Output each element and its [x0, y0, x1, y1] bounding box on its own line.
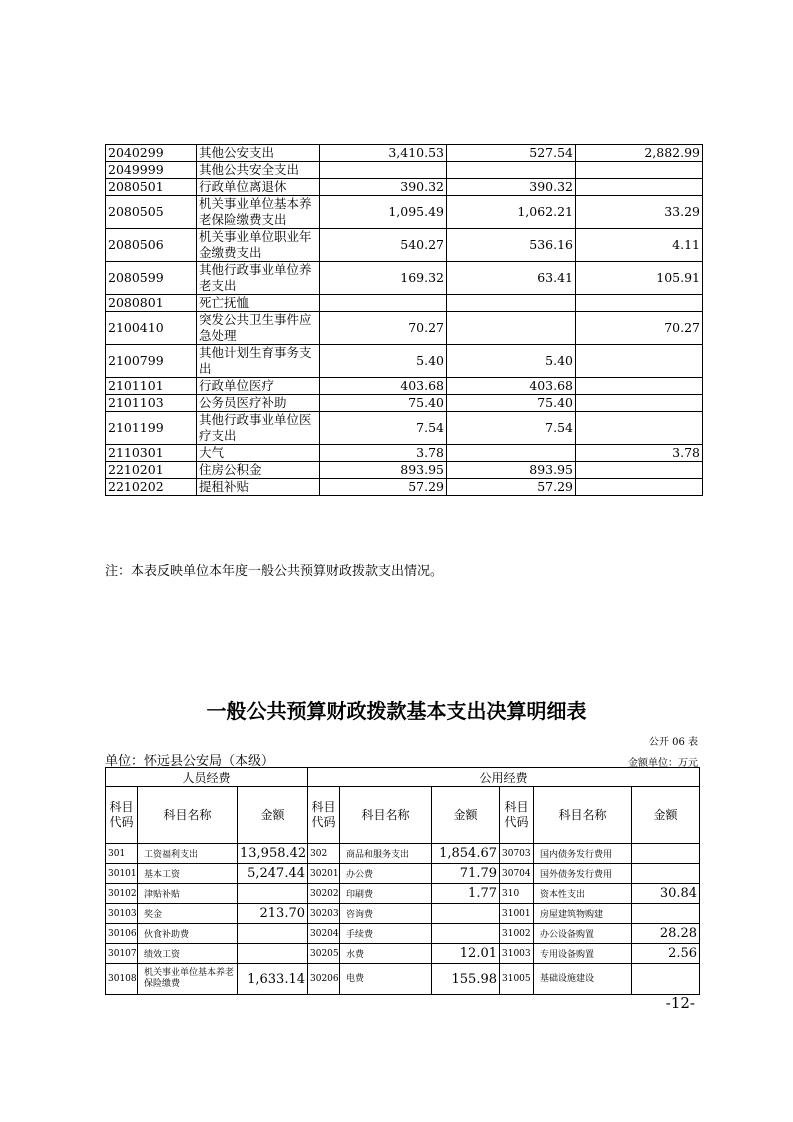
- page-title: 一般公共预算财政拨款基本支出决算明细表: [206, 699, 587, 723]
- cell-basic: 63.41: [447, 262, 576, 295]
- cell-amount: [238, 924, 308, 944]
- cell-total: 7.54: [320, 412, 447, 445]
- cell-code: 2049999: [106, 162, 197, 179]
- table-row: [106, 162, 703, 179]
- cell-code: 2210201: [106, 462, 197, 479]
- cell-name: 机关事业单位基本养老保险缴费支出: [197, 196, 320, 229]
- cell-code: 2110301: [106, 445, 197, 462]
- header-name: 科目名称: [534, 787, 632, 844]
- cell-amount: 28.28: [632, 924, 700, 944]
- cell-amount: 12.01: [432, 944, 500, 964]
- cell-project: [576, 479, 703, 496]
- cell-amount: [432, 924, 500, 944]
- cell-name: 其他公共安全支出: [197, 162, 320, 179]
- cell-code: 30102: [106, 884, 138, 904]
- cell-project: [576, 378, 703, 395]
- cell-total: 893.95: [320, 462, 447, 479]
- header-code: 科目代码: [106, 787, 138, 844]
- cell-basic: 536.16: [447, 229, 576, 262]
- cell-basic: [447, 445, 576, 462]
- cell-project: [576, 462, 703, 479]
- cell-basic: 403.68: [447, 378, 576, 395]
- cell-amount: [238, 944, 308, 964]
- table-row: [106, 904, 700, 924]
- cell-name: 其他计划生育事务支出: [197, 345, 320, 378]
- cell-amount: [432, 904, 500, 924]
- cell-name: 资本性支出: [534, 884, 632, 904]
- cell-code: 301: [106, 844, 138, 864]
- cell-amount: [632, 864, 700, 884]
- table-row: [106, 479, 703, 496]
- cell-code: 2101103: [106, 395, 197, 412]
- table-row: [106, 312, 703, 345]
- cell-code: 30704: [500, 864, 534, 884]
- cell-name: 突发公共卫生事件应急处理: [197, 312, 320, 345]
- cell-total: 57.29: [320, 479, 447, 496]
- header-name: 科目名称: [340, 787, 432, 844]
- cell-name: 办公设备购置: [534, 924, 632, 944]
- cell-code: 30202: [308, 884, 340, 904]
- cell-basic: 893.95: [447, 462, 576, 479]
- table-row: [106, 179, 703, 196]
- cell-name: 行政单位离退休: [197, 179, 320, 196]
- cell-total: 3,410.53: [320, 145, 447, 162]
- cell-name: 提租补贴: [197, 479, 320, 496]
- table-row: [106, 844, 700, 864]
- cell-name: 住房公积金: [197, 462, 320, 479]
- table-row: [106, 196, 703, 229]
- table-row: [106, 944, 700, 964]
- cell-total: [320, 295, 447, 312]
- table-row: [106, 445, 703, 462]
- cell-total: 403.68: [320, 378, 447, 395]
- cell-code: 2101101: [106, 378, 197, 395]
- cell-name: 其他行政事业单位养老支出: [197, 262, 320, 295]
- cell-total: 390.32: [320, 179, 447, 196]
- header-name: 科目名称: [138, 787, 238, 844]
- basic-expenditure-detail-table: [105, 767, 700, 995]
- cell-name: 绩效工资: [138, 944, 238, 964]
- cell-name: 死亡抚恤: [197, 295, 320, 312]
- cell-code: 30108: [106, 964, 138, 995]
- cell-code: 31001: [500, 904, 534, 924]
- cell-name: 专用设备购置: [534, 944, 632, 964]
- cell-name: 基础设施建设: [534, 964, 632, 995]
- cell-code: 2080506: [106, 229, 197, 262]
- header-amount: 金额: [632, 787, 700, 844]
- table-row: [106, 924, 700, 944]
- cell-amount: 155.98: [432, 964, 500, 995]
- cell-project: [576, 162, 703, 179]
- cell-project: 2,882.99: [576, 145, 703, 162]
- cell-code: 31005: [500, 964, 534, 995]
- cell-name: 印刷费: [340, 884, 432, 904]
- cell-code: 30107: [106, 944, 138, 964]
- cell-name: 行政单位医疗: [197, 378, 320, 395]
- expenditure-table: [105, 144, 703, 496]
- cell-basic: 5.40: [447, 345, 576, 378]
- page-number: -12-: [665, 994, 695, 1012]
- cell-code: 2080501: [106, 179, 197, 196]
- cell-name: 其他公安支出: [197, 145, 320, 162]
- table-row: [106, 964, 700, 995]
- cell-total: 169.32: [320, 262, 447, 295]
- cell-project: 4.11: [576, 229, 703, 262]
- cell-code: 2080599: [106, 262, 197, 295]
- cell-name: 电费: [340, 964, 432, 995]
- cell-project: 3.78: [576, 445, 703, 462]
- cell-total: 540.27: [320, 229, 447, 262]
- cell-name: 国外债务发行费用: [534, 864, 632, 884]
- cell-basic: 7.54: [447, 412, 576, 445]
- cell-total: 75.40: [320, 395, 447, 412]
- cell-code: 30204: [308, 924, 340, 944]
- group-header-public: 公用经费: [308, 768, 700, 787]
- cell-name: 办公费: [340, 864, 432, 884]
- cell-project: 33.29: [576, 196, 703, 229]
- table-row: [106, 345, 703, 378]
- table-row: [106, 395, 703, 412]
- cell-amount: [632, 844, 700, 864]
- cell-project: [576, 179, 703, 196]
- cell-amount: [632, 964, 700, 995]
- cell-code: 2101199: [106, 412, 197, 445]
- group-header-personnel: 人员经费: [106, 768, 308, 787]
- cell-code: 2080801: [106, 295, 197, 312]
- cell-amount: 71.79: [432, 864, 500, 884]
- table-row: [106, 229, 703, 262]
- cell-name: 其他行政事业单位医疗支出: [197, 412, 320, 445]
- cell-amount: [238, 884, 308, 904]
- cell-code: 30101: [106, 864, 138, 884]
- cell-basic: 57.29: [447, 479, 576, 496]
- cell-name: 大气: [197, 445, 320, 462]
- cell-name: 水费: [340, 944, 432, 964]
- cell-name: 津贴补贴: [138, 884, 238, 904]
- cell-project: [576, 295, 703, 312]
- table-row: [106, 295, 703, 312]
- unit-label: 单位：怀远县公安局（本级）: [105, 754, 275, 769]
- cell-name: 机关事业单位职业年金缴费支出: [197, 229, 320, 262]
- cell-total: [320, 162, 447, 179]
- cell-basic: [447, 295, 576, 312]
- table-row: [106, 884, 700, 904]
- cell-basic: 1,062.21: [447, 196, 576, 229]
- cell-name: 机关事业单位基本养老保险缴费: [138, 964, 238, 995]
- cell-code: 302: [308, 844, 340, 864]
- cell-amount: 1.77: [432, 884, 500, 904]
- cell-basic: [447, 312, 576, 345]
- cell-basic: 75.40: [447, 395, 576, 412]
- cell-code: 31003: [500, 944, 534, 964]
- cell-project: [576, 412, 703, 445]
- cell-project: 70.27: [576, 312, 703, 345]
- cell-code: 2080505: [106, 196, 197, 229]
- cell-code: 30203: [308, 904, 340, 924]
- cell-code: 31002: [500, 924, 534, 944]
- cell-amount: 1,854.67: [432, 844, 500, 864]
- table-row: [106, 864, 700, 884]
- header-amount: 金额: [238, 787, 308, 844]
- cell-total: 3.78: [320, 445, 447, 462]
- cell-amount: 2.56: [632, 944, 700, 964]
- cell-basic: [447, 162, 576, 179]
- cell-basic: 527.54: [447, 145, 576, 162]
- header-amount: 金额: [432, 787, 500, 844]
- cell-name: 商品和服务支出: [340, 844, 432, 864]
- cell-project: [576, 345, 703, 378]
- cell-amount: 1,633.14: [238, 964, 308, 995]
- cell-project: [576, 395, 703, 412]
- cell-code: 30201: [308, 864, 340, 884]
- cell-amount: 30.84: [632, 884, 700, 904]
- cell-name: 伙食补助费: [138, 924, 238, 944]
- table-row: [106, 378, 703, 395]
- cell-total: 5.40: [320, 345, 447, 378]
- cell-amount: 5,247.44: [238, 864, 308, 884]
- cell-code: 30106: [106, 924, 138, 944]
- cell-project: 105.91: [576, 262, 703, 295]
- cell-code: 30703: [500, 844, 534, 864]
- cell-name: 奖金: [138, 904, 238, 924]
- cell-total: 70.27: [320, 312, 447, 345]
- cell-name: 国内债务发行费用: [534, 844, 632, 864]
- cell-name: 房屋建筑物购建: [534, 904, 632, 924]
- table-row: [106, 262, 703, 295]
- form-number: 公开 06 表: [648, 737, 698, 748]
- cell-code: 2100410: [106, 312, 197, 345]
- cell-name: 基本工资: [138, 864, 238, 884]
- cell-name: 公务员医疗补助: [197, 395, 320, 412]
- header-code: 科目代码: [308, 787, 340, 844]
- cell-code: 310: [500, 884, 534, 904]
- table-row: [106, 412, 703, 445]
- cell-basic: 390.32: [447, 179, 576, 196]
- cell-code: 2210202: [106, 479, 197, 496]
- cell-code: 30205: [308, 944, 340, 964]
- cell-amount: 13,958.42: [238, 844, 308, 864]
- cell-name: 工资福利支出: [138, 844, 238, 864]
- table-row: [106, 462, 703, 479]
- cell-amount: 213.70: [238, 904, 308, 924]
- cell-code: 2040299: [106, 145, 197, 162]
- cell-code: 2100799: [106, 345, 197, 378]
- cell-total: 1,095.49: [320, 196, 447, 229]
- amount-unit-label: 金额单位：万元: [628, 758, 698, 769]
- table-row: [106, 145, 703, 162]
- table-note: 注：本表反映单位本年度一般公共预算财政拨款支出情况。: [105, 564, 444, 579]
- header-code: 科目代码: [500, 787, 534, 844]
- cell-amount: [632, 904, 700, 924]
- cell-code: 30103: [106, 904, 138, 924]
- cell-code: 30206: [308, 964, 340, 995]
- cell-name: 咨询费: [340, 904, 432, 924]
- cell-name: 手续费: [340, 924, 432, 944]
